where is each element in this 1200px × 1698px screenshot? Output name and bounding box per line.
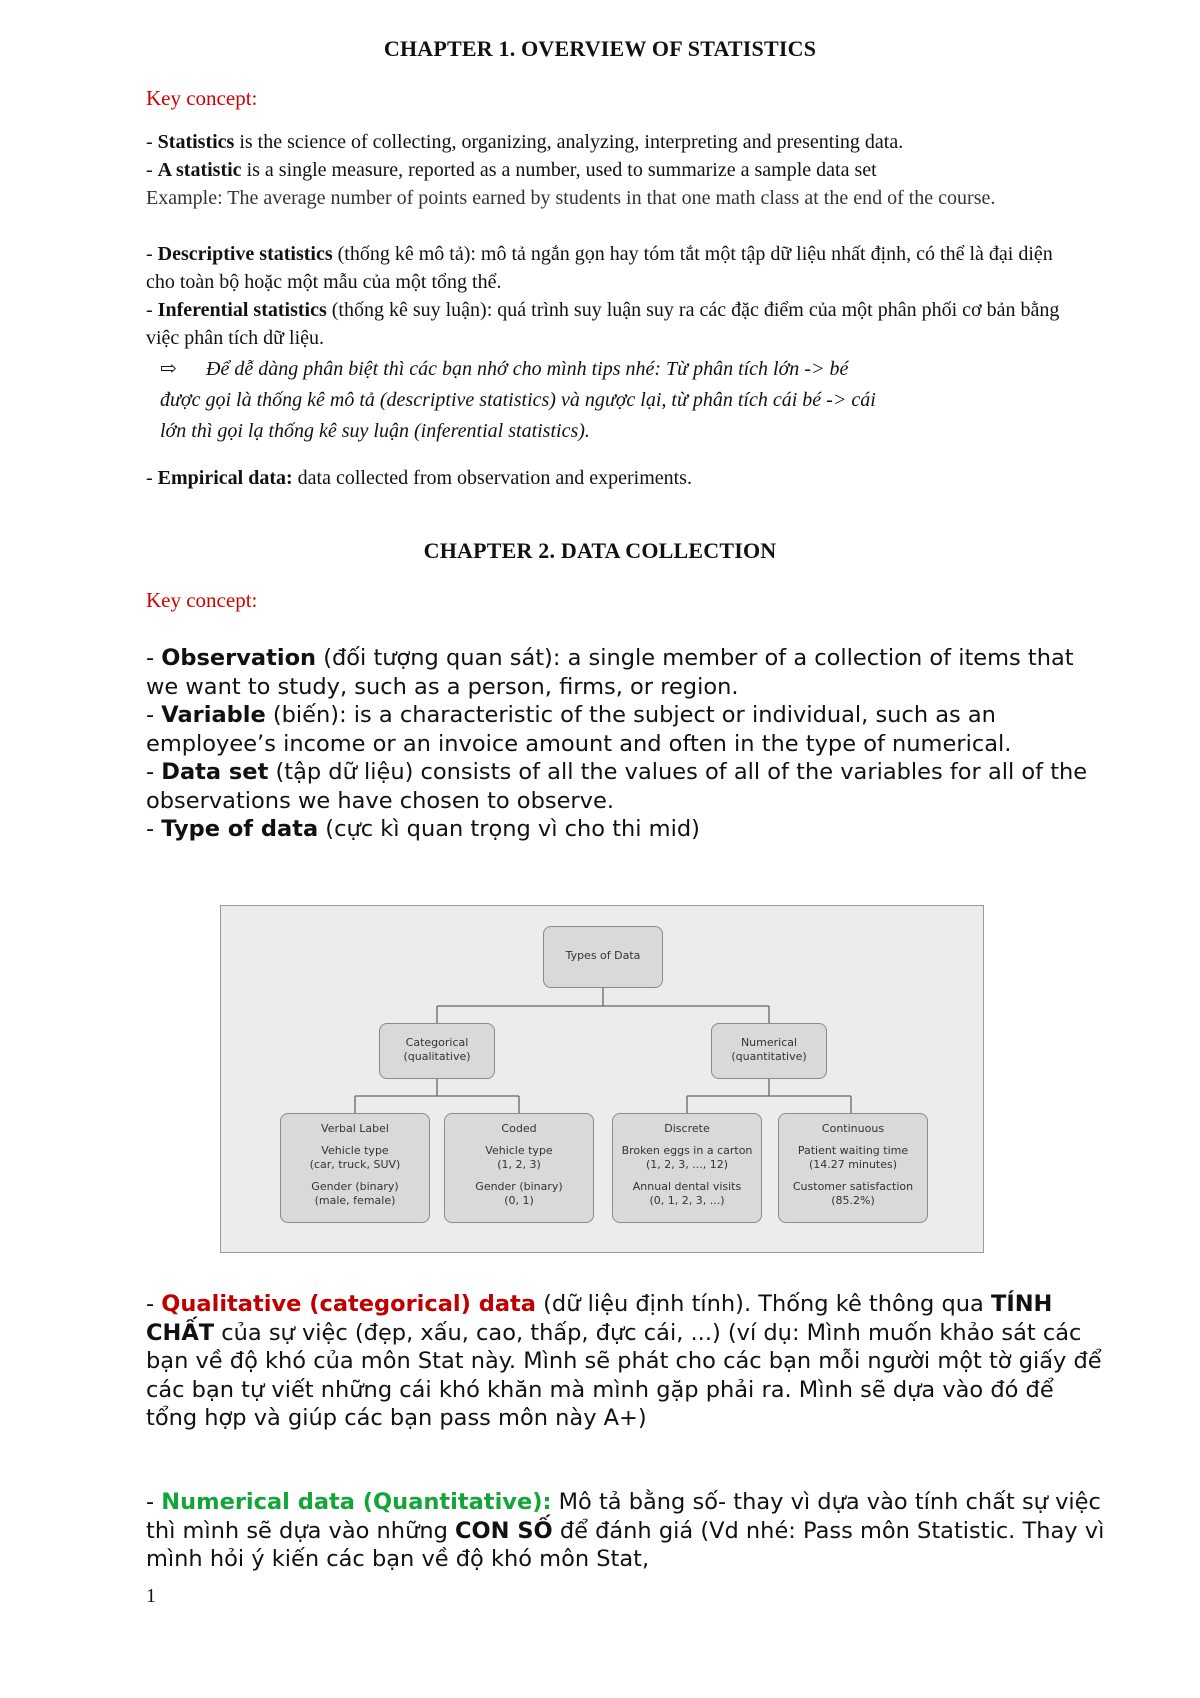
chapter2-key-concept: Key concept:: [146, 588, 258, 612]
def-data-set: - Data set (tập dữ liệu) consists of all the values of all of the variables for all of the observations we have chosen to observe.: [146, 759, 1088, 814]
term-a-statistic: A statistic: [157, 159, 242, 181]
term-statistics: Statistics: [157, 131, 235, 153]
term-numerical: Numerical data (Quantitative):: [161, 1489, 552, 1515]
term-qualitative: Qualitative (categorical) data: [161, 1291, 536, 1317]
def-statistics: - Statistics is the science of collecting, organizing, analyzing, interpreting and presenting data.: [146, 131, 904, 153]
box-discrete: Discrete Broken eggs in a carton (1, 2, 3, ..., 12) Annual dental visits (0, 1, 2, 3, ...): [612, 1113, 762, 1223]
term-empirical: Empirical data:: [157, 467, 293, 489]
types-of-data-diagram: [220, 905, 984, 1253]
arrow-icon: ⇨: [160, 358, 177, 380]
box-continuous: Continuous Patient waiting time (14.27 minutes) Customer satisfaction (85.2%): [778, 1113, 928, 1223]
def-empirical: - Empirical data: data collected from observation and experiments.: [146, 467, 692, 489]
def-inferential: - Inferential statistics (thống kê suy luận): quá trình suy luận suy ra các đặc điểm của một phân phối cơ bản bằng việc phân tích dữ liệu.: [146, 299, 1060, 349]
chapter2-definitions: [146, 644, 1106, 844]
tip-note: ⇨ Để dễ dàng phân biệt thì các bạn nhớ cho mình tips nhé: Từ phân tích lớn -> bé được gọi là thống kê mô tả (descriptive statistics) và ngược lại, từ phân tích cái bé -> cái lớn thì gọi lạ thống kê suy luận (inferential statistics).: [160, 354, 1060, 447]
page-number: 1: [146, 1585, 156, 1607]
box-coded: Coded Vehicle type (1, 2, 3) Gender (binary) (0, 1): [444, 1113, 594, 1223]
chapter1-title: CHAPTER 1. OVERVIEW OF STATISTICS: [383, 36, 817, 61]
example-text: Example: The average number of points earned by students in that one math class at the end of the course.: [146, 187, 996, 209]
def-a-statistic: - A statistic is a single measure, reported as a number, used to summarize a sample data set Example: The average number of points earned by students in that one math class at the end of the course.: [146, 156, 1086, 212]
def-type-of-data: - Type of data (cực kì quan trọng vì cho thi mid): [146, 816, 700, 842]
def-numerical: - Numerical data (Quantitative): Mô tả bằng số- thay vì dựa vào tính chất sự việc thì mình sẽ dựa vào những CON SỐ để đánh giá (Vd nhé: Pass môn Statistic. Thay vì mình hỏi ý kiến các bạn về độ khó môn Stat,: [146, 1489, 1105, 1572]
def-descriptive: - Descriptive statistics (thống kê mô tả): mô tả ngắn gọn hay tóm tắt một tập dữ liệu nhất định, có thể là đại diện cho toàn bộ hoặc một mẫu của một tổng thể.: [146, 243, 1053, 293]
def-observation: - Observation (đối tượng quan sát): a single member of a collection of items that we want to study, such as a person, firms, or region.: [146, 645, 1074, 700]
term-inferential: Inferential statistics: [157, 299, 327, 321]
term-descriptive: Descriptive statistics: [157, 243, 333, 265]
box-numerical: Numerical (quantitative): [711, 1023, 827, 1079]
box-categorical: Categorical (qualitative): [379, 1023, 495, 1079]
def-qualitative: - Qualitative (categorical) data (dữ liệu định tính). Thống kê thông qua TÍNH CHẤT của sự việc (đẹp, xấu, cao, thấp, đực cái, ...) (ví dụ: Mình muốn khảo sát các bạn về độ khó của môn Stat này. Mình sẽ phát cho các bạn mỗi người một tờ giấy để các bạn tự viết những cái khó khăn mà mình gặp phải ra. Mình sẽ dựa vào đó để tổng hợp và giúp các bạn pass môn này A+): [146, 1291, 1102, 1431]
box-types-of-data: Types of Data: [543, 926, 663, 988]
chapter1-key-concept: Key concept:: [146, 86, 258, 110]
def-variable: - Variable (biến): is a characteristic of the subject or individual, such as an employee’s income or an invoice amount and often in the type of numerical.: [146, 702, 1012, 757]
chapter2-title: CHAPTER 2. DATA COLLECTION: [423, 538, 777, 563]
box-verbal-label: Verbal Label Vehicle type (car, truck, SUV) Gender (binary) (male, female): [280, 1113, 430, 1223]
